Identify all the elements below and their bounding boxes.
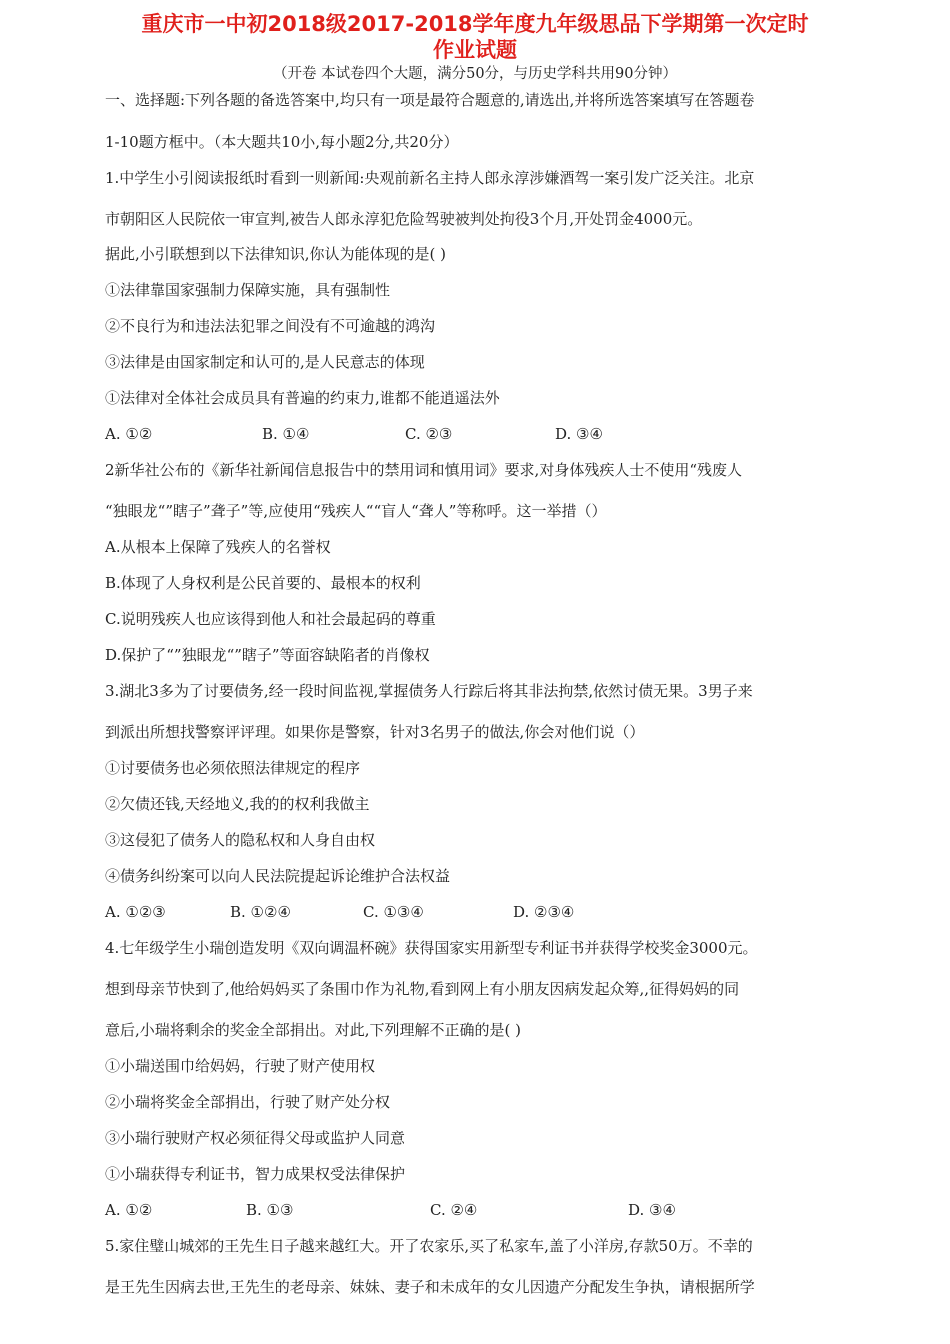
question-1-item: ①法律对全体社会成员具有普遍的约束力,谁都不能逍遥法外 [105,389,500,407]
question-4-item: ②小瑞将奖金全部捐出，行驶了财产处分权 [105,1093,391,1111]
question-1-option-c: C. ②③ [405,425,453,443]
question-3-item: ③这侵犯了债务人的隐私权和人身自由权 [105,831,376,849]
question-1-option-b: B. ①④ [262,425,310,443]
section-instruction: 一、选择题:下列各题的备选答案中,均只有一项是最符合题意的,请选出,并将所选答案填写在答题卷 [105,91,755,109]
section-instruction-cont: 1-10题方框中。（本大题共10小,每小题2分,共20分） [105,133,459,151]
question-4-prompt: 意后,小瑞将剩余的奖金全部捐出。对此,下列理解不正确的是( ) [105,1021,522,1039]
question-4-option-b: B. ①③ [246,1201,294,1219]
question-3-option-b: B. ①②④ [230,903,291,921]
question-2-option-b: B.体现了人身权利是公民首要的、最根本的权利 [105,574,421,592]
exam-title-line1: 重庆市一中初2018级2017-2018学年度九年级思品下学期第一次定时 [141,12,809,36]
question-1-item: ②不良行为和违法法犯罪之间没有不可逾越的鸿沟 [105,317,436,335]
question-3-stem-cont: 到派出所想找警察评评理。如果你是警察，针对3名男子的做法,你会对他们说（） [105,723,645,741]
question-1-option-a: A. ①② [105,425,153,443]
question-3-option-a: A. ①②③ [105,903,166,921]
question-4-item: ①小瑞获得专利证书，智力成果权受法律保护 [105,1165,406,1183]
question-3-stem: 3.湖北3多为了讨要债务,经一段时间监视,掌握债务人行踪后将其非法拘禁,依然讨债无果。3男子来 [105,682,753,700]
question-3-item: ④债务纠纷案可以向人民法院提起诉论维护合法权益 [105,867,451,885]
question-4-stem: 4.七年级学生小瑞创造发明《双向调温杯碗》获得国家实用新型专利证书并获得学校奖金3000元。 [105,939,758,957]
question-5-stem-cont: 是王先生因病去世,王先生的老母亲、妹妹、妻子和未成年的女儿因遗产分配发生争执，请根据所学 [105,1278,755,1296]
question-2-option-d: D.保护了“”独眼龙“”瞎子”等面容缺陷者的肖像权 [105,646,430,664]
question-2-option-a: A.从根本上保障了残疾人的名誉权 [105,538,331,556]
question-1-stem: 1.中学生小引阅读报纸时看到一则新闻:央观前新名主持人郎永淳涉嫌酒驾一案引发广泛关注。北京 [105,169,755,187]
question-1-prompt: 据此,小引联想到以下法律知识,你认为能体现的是( ) [105,245,447,263]
question-3-option-d: D. ②③④ [513,903,575,921]
question-1-option-d: D. ③④ [555,425,603,443]
exam-subtitle: （开卷 本试卷四个大题，满分50分，与历史学科共用90分钟） [272,66,677,82]
question-1-item: ③法律是由国家制定和认可的,是人民意志的体现 [105,353,425,371]
question-2-stem: 2新华社公布的《新华社新闻信息报告中的禁用词和慎用词》要求,对身体残疾人士不使用“残废人 [105,461,742,479]
question-1-stem-cont: 市朝阳区人民院依一审宣判,被告人郎永淳犯危险驾驶被判处拘役3个月,开处罚金4000元。 [105,210,703,228]
question-2-stem-cont: “独眼龙“”瞎子”聋子”等,应使用“残疾人““盲人“聋人”等称呼。这一举措（） [105,502,607,520]
question-4-stem-cont: 想到母亲节快到了,他给妈妈买了条围巾作为礼物,看到网上有小朋友因病发起众筹,,征得妈妈的同 [105,980,740,998]
question-4-item: ①小瑞送围巾给妈妈，行驶了财产使用权 [105,1057,376,1075]
question-4-option-c: C. ②④ [430,1201,478,1219]
question-2-option-c: C.说明残疾人也应该得到他人和社会最起码的尊重 [105,610,436,628]
question-4-option-d: D. ③④ [628,1201,676,1219]
question-5-stem: 5.家住璧山城郊的王先生日子越来越红大。开了农家乐,买了私家车,盖了小洋房,存款50万。不幸的 [105,1237,753,1255]
question-3-option-c: C. ①③④ [363,903,424,921]
exam-title-line2: 作业试题 [433,38,517,62]
question-4-item: ③小瑞行驶财产权必须征得父母或监护人同意 [105,1129,406,1147]
question-4-option-a: A. ①② [105,1201,153,1219]
question-3-item: ②欠债还钱,天经地义,我的的权利我做主 [105,795,370,813]
question-1-item: ①法律靠国家强制力保障实施，具有强制性 [105,281,391,299]
question-3-item: ①讨要债务也必须依照法律规定的程序 [105,759,361,777]
